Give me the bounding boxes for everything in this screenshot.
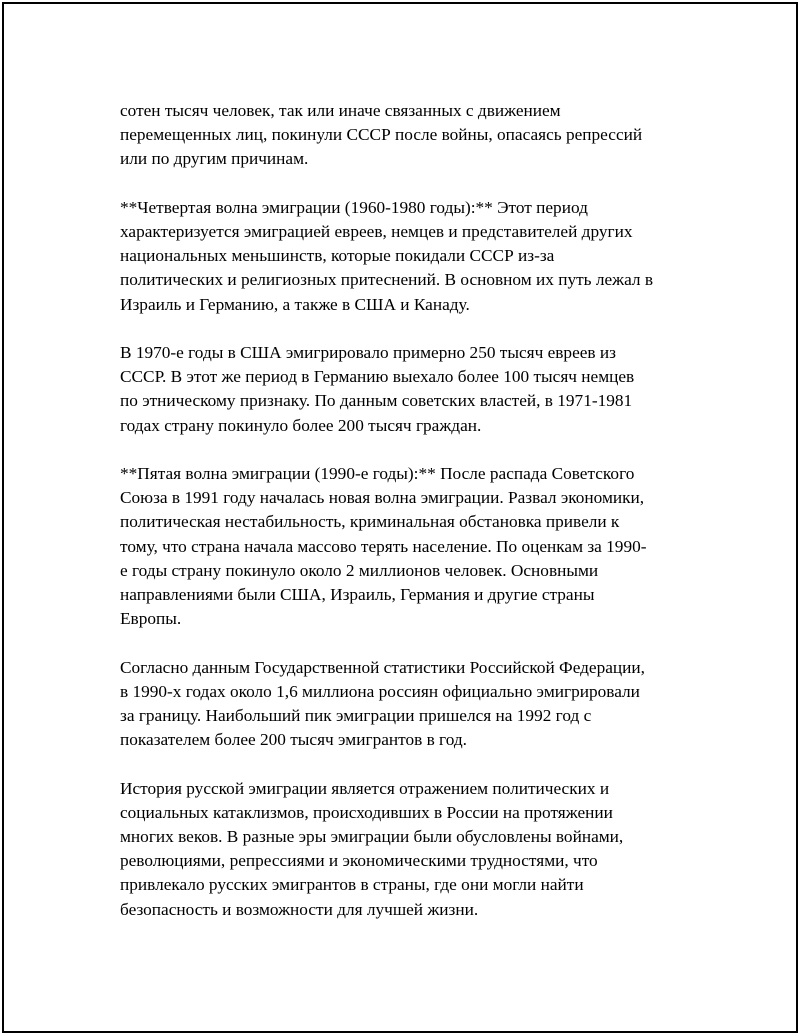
text-line: по этническому признаку. По данным советских властей, в 1971-1981: [120, 391, 633, 411]
text-line: направлениями были США, Израиль, Германия и другие страны: [120, 585, 595, 605]
text-line: История русской эмиграции является отражением политических и: [120, 778, 610, 798]
text-line: многих веков. В разные эры эмиграции были обусловлены войнами,: [120, 827, 624, 847]
text-line: характеризуется эмиграцией евреев, немцев и представителей других: [120, 222, 633, 241]
paragraph-conclusion: [120, 777, 695, 922]
text-line: революциями, репрессиями и экономическими трудностями, что: [120, 851, 598, 871]
text-line: политических и религиозных притеснений. В основном их путь лежал в: [120, 270, 654, 290]
text-line: **Пятая волна эмиграции (1990-е годы):** После распада Советского: [120, 464, 635, 483]
text-line: Европы.: [120, 609, 182, 629]
paragraph-fourth-wave: [120, 196, 695, 317]
text-line: Израиль и Германию, а также в США и Канаду.: [120, 294, 470, 314]
text-line: **Четвертая волна эмиграции (1960-1980 годы):** Этот период: [120, 197, 588, 217]
text-line: социальных катаклизмов, происходивших в России на протяжении: [120, 802, 613, 822]
text-line: привлекало русских эмигрантов в страны, где они могли найти: [120, 875, 584, 895]
document-page: [2, 2, 798, 1033]
document-body: [120, 99, 695, 946]
text-line: безопасность и возможности для лучшей жизни.: [120, 899, 479, 919]
paragraph-1990s-statistics: [120, 656, 695, 753]
text-line: Союза в 1991 году началась новая волна эмиграции. Развал экономики,: [120, 488, 645, 508]
text-line: в 1990-х годах около 1,6 миллиона россиян официально эмигрировали: [120, 681, 640, 701]
paragraph-1970s-statistics: [120, 341, 695, 438]
text-line: сотен тысяч человек, так или иначе связанных с движением: [120, 101, 561, 120]
paragraph-displaced-persons: [120, 99, 695, 172]
text-line: или по другим причинам.: [120, 149, 309, 169]
paragraph-fifth-wave: [120, 462, 695, 631]
text-line: показателем более 200 тысяч эмигрантов в год.: [120, 730, 467, 750]
text-line: политическая нестабильность, криминальная обстановка привели к: [120, 512, 620, 532]
text-line: национальных меньшинств, которые покидали СССР из-за: [120, 246, 555, 266]
text-line: В 1970-е годы в США эмигрировало примерно 250 тысяч евреев из: [120, 343, 616, 362]
text-line: СССР. В этот же период в Германию выехало более 100 тысяч немцев: [120, 367, 635, 387]
text-line: е годы страну покинуло около 2 миллионов человек. Основными: [120, 560, 599, 580]
text-line: Согласно данным Государственной статистики Российской Федерации,: [120, 657, 645, 677]
text-line: перемещенных лиц, покинули СССР после войны, опасаясь репрессий: [120, 125, 643, 145]
text-line: за границу. Наибольший пик эмиграции пришелся на 1992 год с: [120, 706, 592, 726]
text-line: тому, что страна начала массово терять население. По оценкам за 1990-: [120, 536, 647, 556]
text-line: годах страну покинуло более 200 тысяч граждан.: [120, 415, 482, 435]
